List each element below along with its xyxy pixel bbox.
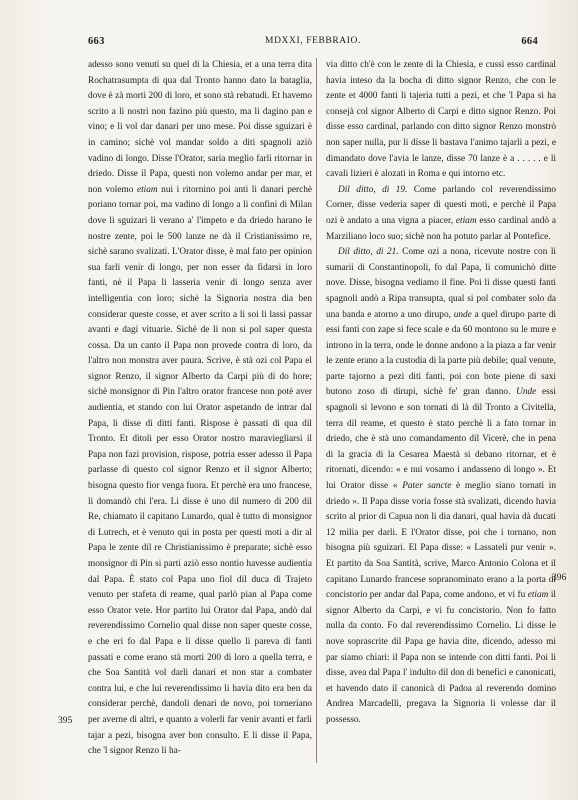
- italic-word: unde: [453, 309, 472, 320]
- dateline: Dil ditto, di 21.: [338, 247, 399, 258]
- column-divider: [316, 58, 317, 763]
- margin-number-left: 395: [58, 716, 73, 726]
- text-run: adesso sono venuti su quel di la Chiesia, et a una terra dita Rochatrasumpta di qua dal Tronto hanno dato la bataglia, dove è zà morti 200 di loro, et sono stà rebatudi. Et havemo scrito a li nostri non fazino più questo, ma li dagino pan e vino; e li vol dar danari per uno mese. Poi disse sguizari è in camino; sichè vol mandar soldo a diti spagnoli aziò vadino di longo. Disse l'Orator, saria meglio farli ritornar in driedo. Disse il Papa, questi non volemo andar per mar, et non volemo: [88, 60, 312, 195]
- text-run: Come ozi a nona, ricevute nostre con li sumarii di Constantinopoli, fo dal Papa, li comunichò ditte nove. Disse, bisogna vediamo il fine. Poi li disse questi fanti spagnoli andò a Ripa transupta, qual si pol combater solo da una banda e atorno a uno dirupo,: [326, 247, 556, 320]
- right-paragraph-2: [326, 183, 556, 245]
- italic-word: etiam: [527, 590, 549, 601]
- text-run: via ditto ch'è con le zente di la Chiesia, e cussì esso cardinal havia inteso da la bocha di ditto signor Renzo, che con le zente et 4000 fanti li tajeria tutti a pezi, et che 'l Papa si ha consejà col signor Alberto di Carpi e ditto signor Renzo. Poi disse esso cardinal, parlando con ditto signor Renzo monstrò non saper nulla, pur li disse li bastava l'animo tajarli a pezi, e dimandato dove l'avia le lanze, disse 70 lanze è a . . . . . e li cavali lizieri è alozati in Roma e qui intorno etc.: [326, 60, 556, 180]
- text-run: nui i ritornino poi anti li danari perchè poriano tornar poi, ma vadino di longo a li confini di Milan dove li sguizari li verano a' l'impeto e da driedo harano le nostre zente, poi le 500 lanze ne dà il Cristianissimo re, sichè sarano svalizati. L'Orator disse, è mal fato per opinion sua farli venir di longo, per non esser da fidarsi in loro fanti, nè il Papa li lasseria venir di longo senza aver intelligentia con loro; sichè la Signoria nostra dia ben considerar queste cosse, et aver scrito a li soi li lassi passar avanti e dagi vituarie. Sichè de li non si pol saper questa cossa. Da un canto il Papa non provede contra di loro, da l'altro non monstra aver paura. Scrive, è stà ozi col Papa el signor Renzo, il signor Alberto da Carpi più di do hore; sichè monsignor di Pin l'altro orator francese non potè aver audientia, et stando con lui Orator aspetando de intrar dal Papa, li disse di ditti fanti. Rispose è passati di qua dil Tronto. Et ditoli per esso Orator nostro maraviegliarsi il Papa non fazi provision, rispose, potria esser adesso il Papa parlasse di questo col signor Renzo et il signor Alberto; bisogna questo fior venga fuora. Et perchè era uno francese, li domandò chi l'era. Li disse è uno dil numero di 200 dil Re, chiamato il capitano Lunardo, qual è tutto di monsignor di Lutrech, et è venuto qui in posta per questi moti a dir al Papa le zente dil re Christianissimo è preparate; sichè esso monsignor di Pin si parti aziò esso nontio havesse audientia dal Papa. È stato col Papa uno fiol dil duca di Trajeto venuto per stafeta di reame, qual parlò pian al Papa come esso Orator vete. Hor partito lui Orator dal Papa, andò dal reverendissimo Cornelio qual disse non saper queste cosse, e che eri fo dal Papa e li disse quello li pareva di fanti passati e come erano stà morti 200 di loro a quella terra, e che Soa Santità vol darli danari et non star a combater contra lui, e che lui reverendissimo li havia dito era ben da considerar perchè, dandoli denari de novo, poi torneriano per averne di altri, e quanto a volerli far venir avanti et farli tajar a pezi, bisogna aver bon consulto. E li disse il Papa, che 'l signor Renzo li ha-: [88, 184, 312, 757]
- text-run: è meglio siano tornati in driedo ». Il Papa disse voria fosse stà svalizati, dicendo havia scrito al prior di Capua non li dia danari, qual havia dà ducati 12 milia per darli. E l'Orator disse, poi che i tornano, non bisogna più sguizari. El Papa disse: « Lassateli pur venir ». Et partito da Soa Santità, scrive, Marco Antonio Colona et il capitano Lunardo francese sopranominato erano a la porta di concistorio per andar dal Papa, come andono, et vi fu: [326, 481, 556, 601]
- running-head: [88, 36, 538, 52]
- text-run: essi spagnoli si levono e son tornati di là dil Tronto a Civitella, terra dil reame, et questo è stato perchè li a fato tornar in driedo, che è stà uno comandamento dil Vicerè, che in pena di la gracia di la Cesarea Maestà si debano ritornar, et è ritornati, dicendo: « e nui vosamo i andasseno di longo ». Et lui Orator disse «: [326, 387, 556, 492]
- right-paragraph-1: [326, 58, 556, 183]
- text-run: a quel dirupo parte di essi fanti con zape si fece scale e da 60 montono su le mure e introno in la terra, onde le donne andono a la piaza a far venir le zente erano a la custodia di la parte più debile; qual venute, parte tajorno a pezi diti fanti, poi con bote piene di saxi butono zoso di dirupi, sichè fe' gran danno.: [326, 309, 556, 398]
- running-title: MDXXI, FEBBRAIO.: [265, 36, 361, 46]
- right-page-number: 664: [521, 36, 538, 47]
- left-paragraph-1: [88, 58, 312, 760]
- italic-word: Unde: [516, 387, 537, 398]
- italic-word: etiam: [136, 184, 158, 195]
- italic-word: etiam: [455, 215, 477, 226]
- left-column: [88, 58, 312, 763]
- right-paragraph-3: [326, 245, 556, 728]
- text-run: Come parlando col reverendissimo Corner, disse vederia saper di questi moti, e perchè il Papa ozi è andato a una vigna a piacer,: [326, 184, 556, 226]
- left-page-number: 663: [88, 36, 105, 47]
- italic-word: Pater sancte: [402, 481, 452, 492]
- text-run: esso cardinal andò a Marziliano loco suo; sichè non ha potuto parlar al Pontefice.: [326, 215, 556, 242]
- text-run: il signor Alberto da Carpi, e vi fu concistorio. Non fo fatto nulla da conto. Fo dal reverendissimo Cornelio. Li disse le nove soprascrite dil Papa ge havia dite, dicendo, adesso mi par siamo chiari: il Papa non se intende con ditti fanti. Poi li disse, avea dal Papa l' indulto dil don di benefici e canonicati, et havendo dato il canonicà di Padoa al reverendo domino Andrea Marcadelli, pregava la Signoria li volesse dar il possesso.: [326, 590, 556, 725]
- margin-number-right: 396: [552, 573, 567, 583]
- dateline: Dil ditto, di 19.: [338, 184, 408, 195]
- right-column: [326, 58, 556, 763]
